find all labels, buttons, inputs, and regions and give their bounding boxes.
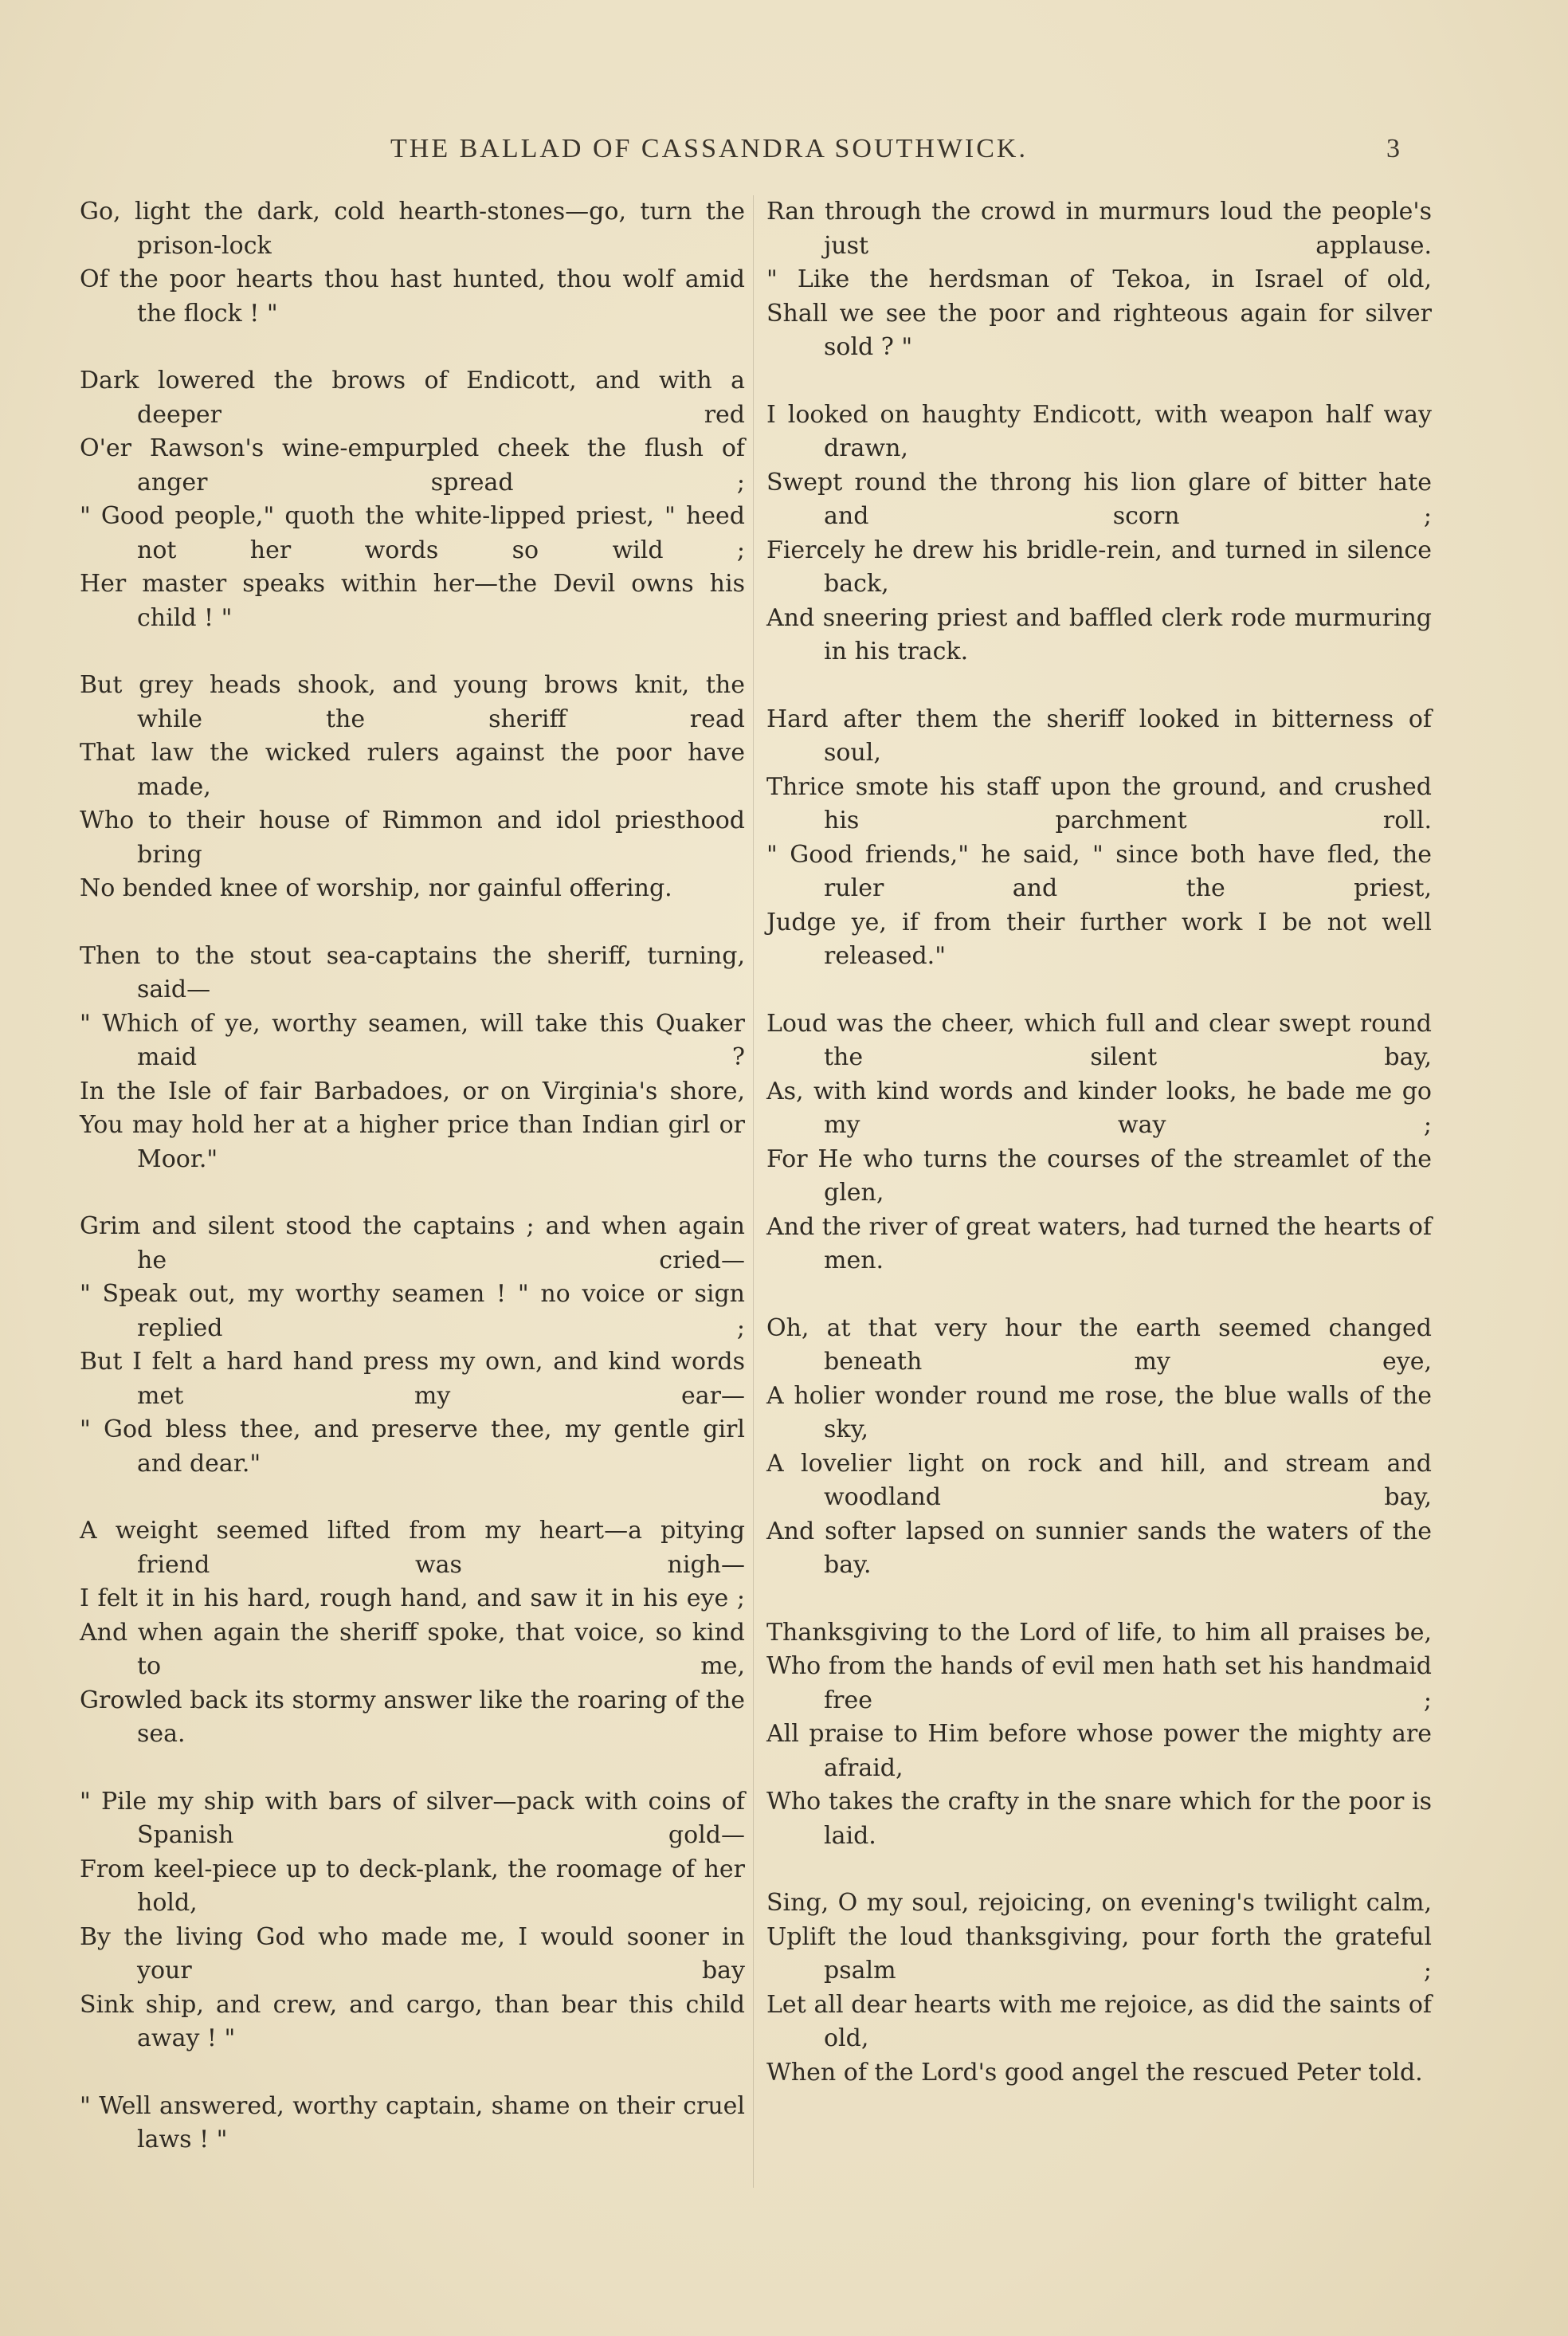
- verse-line: For He who turns the courses of the streamlet of the glen,: [766, 1144, 1432, 1207]
- stanza: [766, 1616, 1432, 1854]
- stanza: [80, 1785, 745, 2056]
- verse-line: Who takes the crafty in the snare which for the poor is laid.: [766, 1788, 1432, 1850]
- verse-line: Go, light the dark, cold hearth-stones—go, turn the prison-lock: [80, 198, 745, 260]
- left-column: [80, 195, 745, 2191]
- stanza: [80, 2090, 745, 2157]
- stanza: [80, 940, 745, 1177]
- page-number: 3: [1386, 134, 1400, 163]
- verse-line: All praise to Him before whose power the mighty are afraid,: [766, 1720, 1432, 1782]
- verse-line: And softer lapsed on sunnier sands the waters of the bay.: [766, 1517, 1432, 1579]
- verse-line: " Speak out, my worthy seamen ! " no voice or sign replied ;: [80, 1280, 745, 1342]
- column-divider: [753, 195, 754, 2188]
- stanza: [80, 669, 745, 906]
- stanza: [766, 703, 1432, 974]
- verse-line: " Which of ye, worthy seamen, will take this Quaker maid ?: [80, 1009, 745, 1071]
- verse-line: Let all dear hearts with me rejoice, as did the saints of old,: [766, 1990, 1432, 2052]
- verse-line: As, with kind words and kinder looks, he bade me go my way ;: [766, 1077, 1432, 1139]
- verse-line: And when again the sheriff spoke, that voice, so kind to me,: [80, 1618, 745, 1680]
- stanza: [80, 1514, 745, 1752]
- verse-line: I looked on haughty Endicott, with weapon half way drawn,: [766, 400, 1432, 462]
- verse-line: And the river of great waters, had turned the hearts of men.: [766, 1212, 1432, 1274]
- verse-line: Growled back its stormy answer like the roaring of the sea.: [80, 1686, 745, 1748]
- verse-line: Uplift the loud thanksgiving, pour forth the grateful psalm ;: [766, 1922, 1432, 1985]
- verse-line: " Good friends," he said, " since both have fled, the ruler and the priest,: [766, 840, 1432, 902]
- right-column: [766, 195, 1432, 2123]
- verse-line: Sink ship, and crew, and cargo, than bear this child away ! ": [80, 1990, 745, 2052]
- verse-line: Fiercely he drew his bridle-rein, and turned in silence back,: [766, 536, 1432, 598]
- stanza: [766, 195, 1432, 365]
- verse-line: Ran through the crowd in murmurs loud the people's just applause.: [766, 198, 1432, 260]
- stanza: [766, 1007, 1432, 1278]
- verse-line: But I felt a hard hand press my own, and kind words met my ear—: [80, 1348, 745, 1410]
- verse-line: Dark lowered the brows of Endicott, and with a deeper red: [80, 367, 745, 429]
- verse-line: A lovelier light on rock and hill, and stream and woodland bay,: [766, 1449, 1432, 1511]
- verse-line: O'er Rawson's wine-empurpled cheek the flush of anger spread ;: [80, 434, 745, 497]
- verse-line: Loud was the cheer, which full and clear swept round the silent bay,: [766, 1009, 1432, 1071]
- verse-line: That law the wicked rulers against the poor have made,: [80, 739, 745, 801]
- verse-line: You may hold her at a higher price than Indian girl or Moor.": [80, 1111, 745, 1173]
- verse-line: A weight seemed lifted from my heart—a pitying friend was nigh—: [80, 1517, 745, 1579]
- stanza: [766, 398, 1432, 669]
- verse-line: Oh, at that very hour the earth seemed changed beneath my eye,: [766, 1313, 1432, 1376]
- verse-line: From keel-piece up to deck-plank, the roomage of her hold,: [80, 1855, 745, 1917]
- verse-line: A holier wonder round me rose, the blue walls of the sky,: [766, 1381, 1432, 1443]
- verse-line: " Good people," quoth the white-lipped priest, " heed not her words so wild ;: [80, 502, 745, 564]
- verse-line: " Well answered, worthy captain, shame on their cruel laws ! ": [80, 2091, 745, 2153]
- verse-line: Grim and silent stood the captains ; and when again he cried—: [80, 1212, 745, 1274]
- verse-line: Who from the hands of evil men hath set his handmaid free ;: [766, 1652, 1432, 1714]
- verse-line: Sing, O my soul, rejoicing, on evening's twilight calm,: [766, 1889, 1432, 1917]
- verse-line: Of the poor hearts thou hast hunted, thou wolf amid the flock ! ": [80, 265, 745, 328]
- stanza: [80, 1210, 745, 1481]
- running-head: THE BALLAD OF CASSANDRA SOUTHWICK.: [390, 134, 1028, 163]
- verse-line: When of the Lord's good angel the rescued Peter told.: [766, 2058, 1423, 2087]
- verse-line: Swept round the throng his lion glare of bitter hate and scorn ;: [766, 468, 1432, 530]
- verse-line: In the Isle of fair Barbadoes, or on Virginia's shore,: [80, 1077, 745, 1105]
- verse-line: Who to their house of Rimmon and idol priesthood bring: [80, 807, 745, 869]
- verse-line: " Like the herdsman of Tekoa, in Israel of old,: [766, 265, 1432, 293]
- verse-line: And sneering priest and baffled clerk rode murmuring in his track.: [766, 603, 1432, 665]
- verse-line: No bended knee of worship, nor gainful offering.: [80, 874, 672, 902]
- verse-line: But grey heads shook, and young brows knit, the while the sheriff read: [80, 671, 745, 733]
- verse-line: Shall we see the poor and righteous again for silver sold ? ": [766, 299, 1432, 361]
- verse-line: " God bless thee, and preserve thee, my gentle girl and dear.": [80, 1415, 745, 1478]
- verse-line: Thrice smote his staff upon the ground, and crushed his parchment roll.: [766, 772, 1432, 834]
- stanza: [766, 1886, 1432, 2090]
- stanza: [766, 1312, 1432, 1583]
- verse-line: Then to the stout sea-captains the sheriff, turning, said—: [80, 941, 745, 1003]
- verse-line: Judge ye, if from their further work I be not well released.": [766, 908, 1432, 970]
- stanza: [80, 195, 745, 331]
- verse-line: " Pile my ship with bars of silver—pack with coins of Spanish gold—: [80, 1787, 745, 1849]
- verse-line: Hard after them the sheriff looked in bitterness of soul,: [766, 705, 1432, 767]
- verse-line: Her master speaks within her—the Devil owns his child ! ": [80, 570, 745, 632]
- verse-line: Thanksgiving to the Lord of life, to him all praises be,: [766, 1618, 1432, 1647]
- verse-line: By the living God who made me, I would sooner in your bay: [80, 1922, 745, 1985]
- stanza: [80, 364, 745, 635]
- verse-line: I felt it in his hard, rough hand, and saw it in his eye ;: [80, 1584, 745, 1612]
